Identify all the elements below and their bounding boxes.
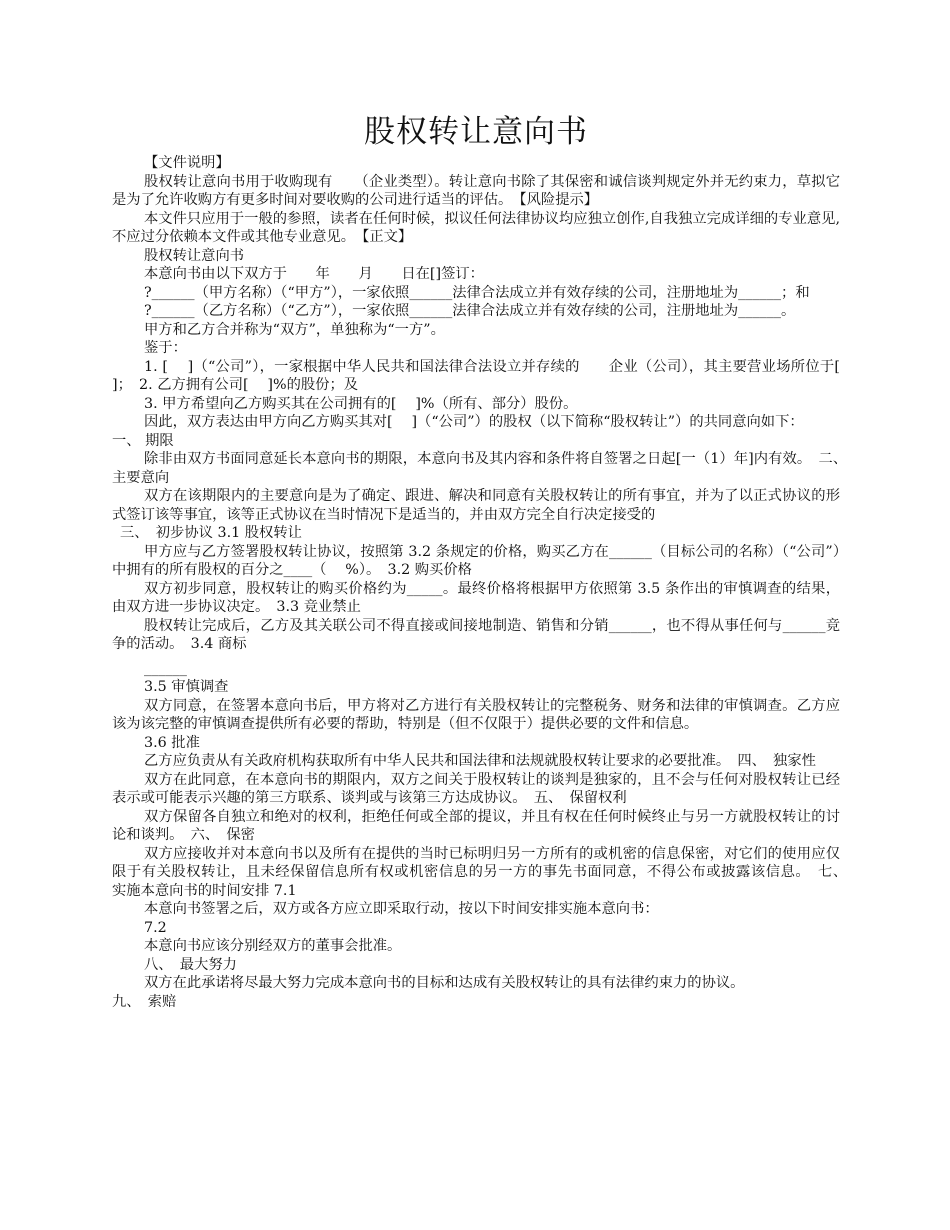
paragraph-best-efforts: 双方在此承诺将尽最大努力完成本意向书的目标和达成有关股权转让的具有法律约束力的协议。	[144, 975, 745, 991]
document-title: 股权转让意向书	[364, 114, 588, 150]
section-heading-preliminary: 三、 初步协议 3.1 股权转让	[120, 525, 302, 541]
paragraph-exclusivity: 双方在此同意，在本意向书的期限内，双方之间关于股权转让的谈判是独家的，且不会与任何对股权转让已经表示或可能表示兴趣的第三方联系、谈判或与该第三方达成协议。 五、 保留权利	[112, 771, 840, 806]
paragraph-whereas: 鉴于：	[144, 340, 187, 356]
paragraph-due-diligence: 双方同意，在签署本意向书后，甲方将对乙方进行有关股权转让的完整税务、财务和法律的审慎调查。乙方应该为该完整的审慎调查提供所有必要的帮助，特别是（但不仅限于）提供必要的文件和信息。	[112, 697, 840, 732]
paragraph-heading-loi: 股权转让意向书	[144, 247, 245, 264]
paragraph-price: 双方初步同意，股权转让的购买价格约为_____。最终价格将根据甲方依照第 3.5 条作出的审慎调查的结果，由双方进一步协议决定。 3.3 竞业禁止	[112, 580, 840, 615]
paragraph-approval: 乙方应负责从有关政府机构获取所有中华人民共和国法律和法规就股权转让要求的必要批准。 四、 独家性	[144, 753, 816, 769]
paragraph-reserved-rights: 双方保留各自独立和绝对的权利，拒绝任何或全部的提议，并且有权在任何时候终止与另一方就股权转让的讨论和谈判。 六、 保密	[112, 808, 840, 843]
paragraph-parties-definition: 甲方和乙方合并称为“双方”，单独称为“一方”。	[144, 321, 445, 338]
paragraph-confidentiality: 双方应接收并对本意向书以及所有在提供的当时已标明归另一方所有的或机密的信息保密，对它们的使用应仅限于有关股权转让，且未经保留信息所有权或机密信息的另一方的事先书面同意，不得公布或披露该信息。 七、 实施本意向书的时间安排 7.1	[112, 845, 855, 899]
paragraph-non-compete: 股权转让完成后，乙方及其关联公司不得直接或间接地制造、销售和分销______，也不得从事任何与______竞争的活动。 3.4 商标	[112, 617, 840, 652]
paragraph-signing-date: 本意向书由以下双方于 年 月 日在[]签订：	[144, 266, 484, 282]
section-heading-approval: 3.6 批准	[144, 734, 200, 751]
paragraph-disclaimer: 本文件只应用于一般的参照，读者在任何时候，拟议任何法律协议均应独立创作,自我独立完成详细的专业意见,不应过分依赖本文件或其他专业意见。 【正文】	[112, 210, 840, 245]
paragraph-party-a: ?______（甲方名称）（“甲方”），一家依照______法律合法成立并有效存续的公司，注册地址为______；和	[144, 284, 810, 301]
paragraph-share-transfer: 甲方应与乙方签署股权转让协议，按照第 3.2 条规定的价格，购买乙方在______（目标公司的名称）（“公司”）中拥有的所有股权的百分之____（ %）。 3.2 购买价格	[112, 543, 840, 578]
section-label-file-notes: 【文件说明】	[144, 155, 230, 171]
paragraph-intent: 因此，双方表达由甲方向乙方购买其对[ ]（“公司”）的股权（以下简称“股权转让”）的共同意向如下：	[144, 414, 804, 430]
document-page	[112, 112, 859, 1011]
paragraph-term: 除非由双方书面同意延长本意向书的期限，本意向书及其内容和条件将自签署之日起[一（1）年]内有效。 二、 主要意向	[112, 451, 855, 486]
paragraph-purpose: 股权转让意向书用于收购现有 （企业类型）。转让意向书除了其保密和诚信谈判规定外并无约束力，草拟它是为了允许收购方有更多时间对要收购的公司进行适当的评估。 【风险提示】	[112, 173, 840, 208]
section-heading-best-efforts: 八、 最大努力	[144, 956, 237, 973]
paragraph-board-approval: 本意向书应该分别经双方的董事会批准。	[144, 938, 402, 954]
paragraph-trademark-blank: ______	[144, 660, 187, 677]
paragraph-schedule-7-2: 7.2	[144, 919, 167, 936]
paragraph-party-b: ?______（乙方名称）（“乙方”），一家依照______法律合法成立并有效存续的公司，注册地址为______。	[144, 303, 796, 319]
paragraph-recital-1-2: 1. [ ]（“公司”），一家根据中华人民共和国法律合法设立并存续的 企业（公司），其主要营业场所位于[ ]； 2. 乙方拥有公司[ ]%的股份；及	[112, 358, 859, 393]
paragraph-main-intent: 双方在该期限内的主要意向是为了确定、跟进、解决和同意有关股权转让的所有事宜，并为了以正式协议的形式签订该等事宜，该等正式协议在当时情况下是适当的，并由双方完全自行决定接受的	[112, 488, 840, 523]
section-heading-indemnity: 九、 索赔	[112, 993, 177, 1010]
section-heading-due-diligence: 3.5 审慎调查	[144, 679, 229, 695]
paragraph-schedule: 本意向书签署之后，双方或各方应立即采取行动，按以下时间安排实施本意向书：	[144, 901, 659, 917]
section-heading-term: 一、 期限	[112, 432, 174, 449]
paragraph-recital-3: 3. 甲方希望向乙方购买其在公司拥有的[ ]%（所有、部分）股份。	[144, 395, 578, 412]
